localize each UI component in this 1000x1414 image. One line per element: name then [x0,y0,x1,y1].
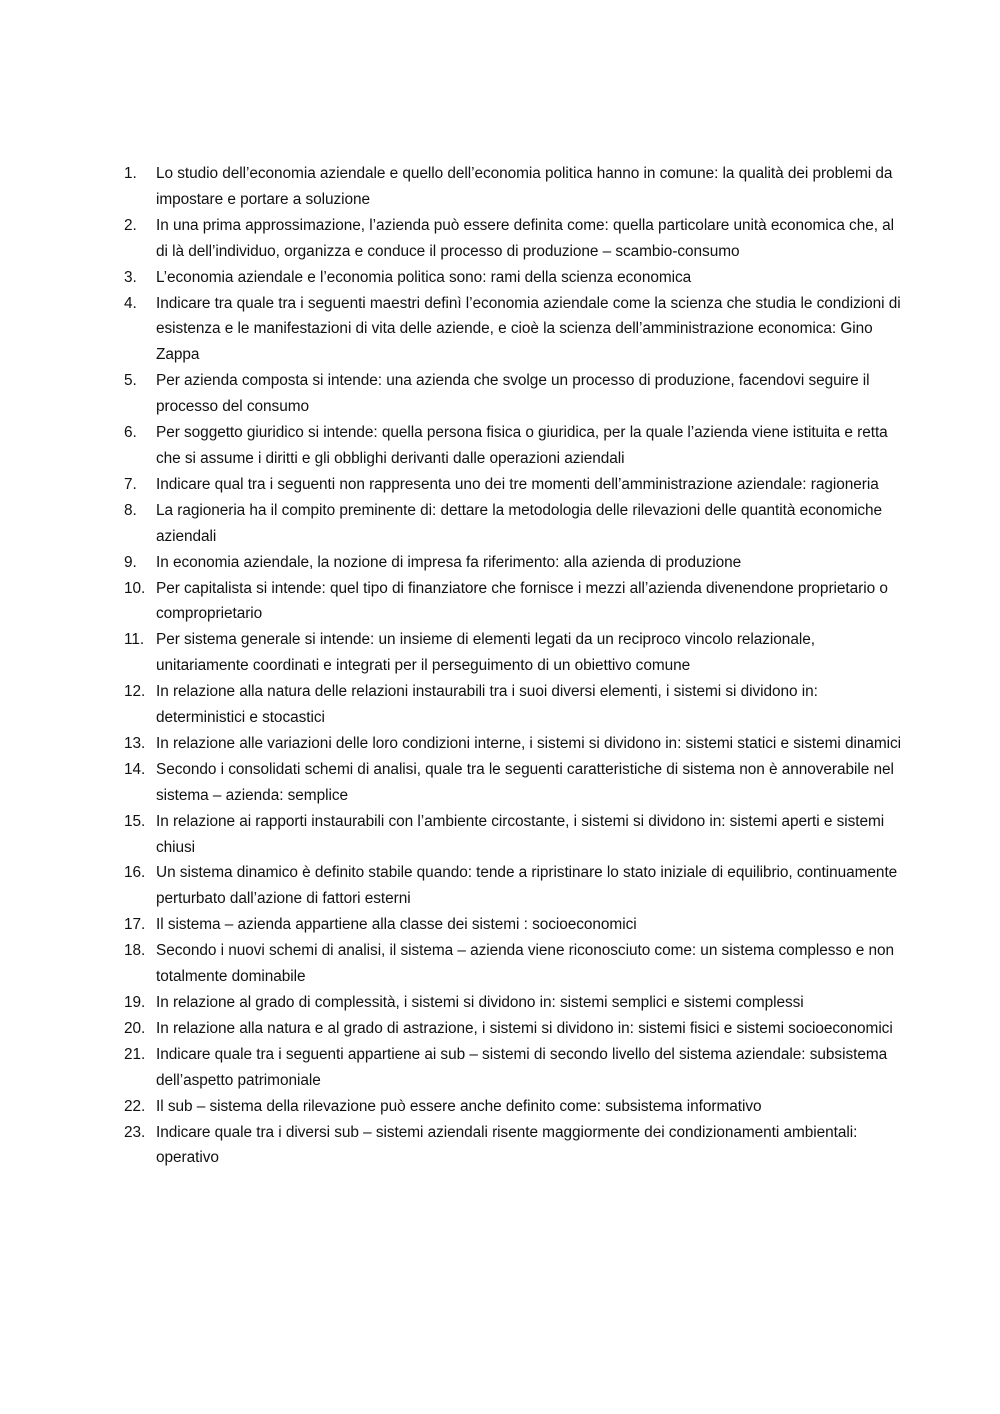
item-number: 7. [124,475,137,493]
item-text: La ragioneria ha il compito preminente di: dettare la metodologia delle rilevazioni delle quantità economiche aziendali [156,501,883,545]
item-text: Per soggetto giuridico si intende: quella persona fisica o giuridica, per la quale l’azienda viene istituita e retta che si assume i diritti e gli obblighi derivanti dalle operazioni aziendali [156,424,888,467]
item-number: 5. [124,372,137,390]
item-number: 2. [124,216,137,234]
item-text: In relazione alla natura delle relazioni instaurabili tra i suoi diversi elementi, i sistemi si dividono in: deterministici e stocastici [156,683,818,727]
item-number: 19. [124,994,146,1011]
item-number: 21. [124,1045,146,1063]
item-text: Indicare quale tra i diversi sub – sistemi aziendali risente maggiormente dei condizionamenti ambientali: operativo [156,1123,858,1167]
item-number: 12. [124,683,146,701]
list-item [110,627,910,679]
item-number: 9. [124,553,137,571]
item-text: Per sistema generale si intende: un insieme di elementi legati da un reciproco vincolo relazionale, unitariamente coordinati e integrati per il perseguimento di un obiettivo comune [156,631,815,675]
list-item [110,550,910,576]
item-text: Indicare tra quale tra i seguenti maestri definì l’economia aziendale come la scienza che studia le condizioni di esistenza e le manifestazioni di vita delle aziende, e cioè la scienza dell’amministrazione economica: Gino Zappa [156,294,901,364]
list-item [110,990,910,1016]
list-item [110,472,910,498]
item-text: Un sistema dinamico è definito stabile quando: tende a ripristinare lo stato iniziale di equilibrio, continuamente perturbato dall’azione di fattori esterni [156,864,898,908]
list-item [110,420,910,472]
list-item [110,1120,910,1172]
list-item [110,213,910,265]
list-item [110,1094,910,1120]
item-number: 3. [124,268,137,286]
item-number: 16. [124,864,146,882]
item-text: Secondo i nuovi schemi di analisi, il sistema – azienda viene riconosciuto come: un sistema complesso e non totalmente dominabile [156,942,895,986]
list-item [110,265,910,291]
list-item [110,938,910,990]
item-text: L’economia aziendale e l’economia politica sono: rami della scienza economica [156,268,692,286]
item-text: In una prima approssimazione, l’azienda può essere definita come: quella particolare unità economica che, al di là dell’individuo, organizza e conduce il processo di produzione – scambio-consumo [156,216,895,260]
item-number: 6. [124,424,137,442]
item-number: 10. [124,579,146,597]
list-item [110,161,910,213]
list-item [110,731,910,757]
item-text: Secondo i consolidati schemi di analisi, quale tra le seguenti caratteristiche di sistema non è annoverabile nel sistema – azienda: semplice [156,760,894,804]
item-text: In relazione alla natura e al grado di astrazione, i sistemi si dividono in: sistemi fisici e sistemi socioeconomici [156,1019,893,1037]
list-item [110,757,910,809]
item-number: 8. [124,501,137,519]
item-number: 20. [124,1019,146,1037]
item-text: In relazione al grado di complessità, i sistemi si dividono in: sistemi semplici e sistemi complessi [156,994,804,1011]
item-number: 4. [124,294,137,312]
item-text: Per azienda composta si intende: una azienda che svolge un processo di produzione, facendovi seguire il processo del consumo [156,372,870,416]
item-text: Il sistema – azienda appartiene alla classe dei sistemi : socioeconomici [156,916,637,934]
item-text: In relazione alle variazioni delle loro condizioni interne, i sistemi si dividono in: sistemi statici e sistemi dinamici [156,734,902,752]
list-item [110,679,910,731]
item-number: 22. [124,1097,146,1115]
item-number: 23. [124,1123,146,1141]
item-text: In economia aziendale, la nozione di impresa fa riferimento: alla azienda di produzione [156,553,742,571]
list-item [110,912,910,938]
item-text: Indicare qual tra i seguenti non rappresenta uno dei tre momenti dell’amministrazione aziendale: ragioneria [156,475,879,493]
question-answer-list [110,161,910,1171]
item-number: 15. [124,812,146,830]
list-item [110,1042,910,1094]
item-number: 1. [124,165,137,182]
item-text: Indicare quale tra i seguenti appartiene ai sub – sistemi di secondo livello del sistema aziendale: subsistema dell’aspetto patrimoniale [156,1045,888,1089]
item-text: In relazione ai rapporti instaurabili con l’ambiente circostante, i sistemi si dividono in: sistemi aperti e sistemi chiusi [156,812,885,856]
item-number: 18. [124,942,146,960]
list-item [110,576,910,628]
item-text: Lo studio dell’economia aziendale e quello dell’economia politica hanno in comune: la qualità dei problemi da impostare e portare a soluzione [156,165,893,208]
list-item [110,1016,910,1042]
item-number: 17. [124,916,146,934]
item-text: Per capitalista si intende: quel tipo di finanziatore che fornisce i mezzi all’azienda divenendone proprietario o comproprietario [156,579,888,623]
item-number: 14. [124,760,146,778]
list-item [110,809,910,861]
list-item [110,291,910,369]
item-number: 13. [124,734,146,752]
list-item [110,860,910,912]
list-item [110,368,910,420]
item-text: Il sub – sistema della rilevazione può essere anche definito come: subsistema informativo [156,1097,762,1115]
item-number: 11. [124,631,145,649]
list-item [110,498,910,550]
